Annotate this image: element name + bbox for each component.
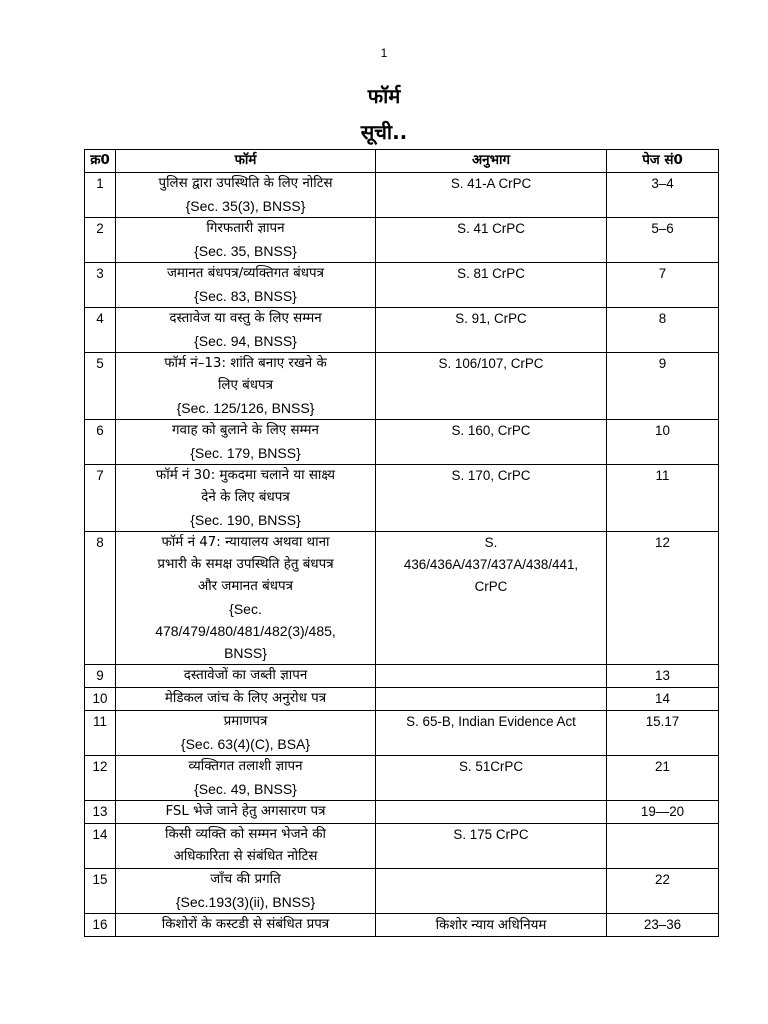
crpc-section-line: CrPC bbox=[474, 579, 508, 594]
form-name bbox=[116, 532, 376, 665]
form-name-line: गिरफतारी ज्ञापन bbox=[206, 221, 285, 236]
page-title: फॉर्म bbox=[367, 84, 401, 108]
table-row bbox=[85, 688, 719, 711]
form-name-line: लिए बंधपत्र bbox=[217, 378, 274, 393]
form-name bbox=[116, 308, 376, 353]
page-number-cell: 21 bbox=[607, 756, 719, 801]
table-row bbox=[85, 263, 719, 308]
table-row bbox=[85, 824, 719, 869]
page-number: 1 bbox=[380, 46, 388, 60]
form-name bbox=[116, 465, 376, 532]
bnss-reference: {Sec. bbox=[229, 601, 262, 617]
crpc-section: S. 41 CrPC bbox=[376, 218, 607, 263]
form-name bbox=[116, 173, 376, 218]
serial-number: 5 bbox=[85, 353, 116, 420]
table-row bbox=[85, 914, 719, 937]
form-name bbox=[116, 353, 376, 420]
page-number-cell: 5–6 bbox=[607, 218, 719, 263]
bnss-reference: {Sec. 190, BNSS} bbox=[190, 512, 301, 528]
form-name-line: प्रमाणपत्र bbox=[223, 714, 268, 729]
form-name-line: फॉर्म नं–13: शांति बनाए रखने के bbox=[164, 356, 327, 371]
page-number-cell: 15.17 bbox=[607, 711, 719, 756]
bnss-reference: {Sec.193(3)(ii), BNSS} bbox=[175, 894, 316, 910]
page-number-cell: 14 bbox=[607, 688, 719, 711]
form-name-line: मेडिकल जांच के लिए अनुरोध पत्र bbox=[164, 691, 327, 706]
header-form: फॉर्म bbox=[116, 150, 376, 173]
crpc-section: S. 65-B, Indian Evidence Act bbox=[376, 711, 607, 756]
serial-number: 6 bbox=[85, 420, 116, 465]
form-name-line: किसी व्यक्ति को सम्मन भेजने की bbox=[165, 827, 326, 842]
serial-number: 1 bbox=[85, 173, 116, 218]
page-subtitle: सूची.. bbox=[360, 120, 408, 144]
crpc-section: S. 41-A CrPC bbox=[376, 173, 607, 218]
page-number-cell: 19—20 bbox=[607, 801, 719, 824]
bnss-reference: BNSS} bbox=[224, 645, 267, 661]
crpc-section-line: S. bbox=[484, 535, 498, 550]
serial-number: 10 bbox=[85, 688, 116, 711]
page-number-cell bbox=[607, 824, 719, 869]
serial-number: 3 bbox=[85, 263, 116, 308]
form-name bbox=[116, 824, 376, 869]
table-row bbox=[85, 665, 719, 688]
crpc-section: S. 51CrPC bbox=[376, 756, 607, 801]
crpc-section bbox=[376, 801, 607, 824]
serial-number: 2 bbox=[85, 218, 116, 263]
table-row bbox=[85, 711, 719, 756]
page-number-cell: 8 bbox=[607, 308, 719, 353]
form-name bbox=[116, 688, 376, 711]
form-name-line: फॉर्म नं 47: न्यायालय अथवा थाना bbox=[161, 535, 330, 550]
form-name-line: दस्तावेज या वस्तु के लिए सम्मन bbox=[169, 311, 322, 326]
crpc-section bbox=[376, 532, 607, 665]
page-number-cell: 9 bbox=[607, 353, 719, 420]
bnss-reference: {Sec. 49, BNSS} bbox=[194, 781, 297, 797]
crpc-section bbox=[376, 665, 607, 688]
crpc-section: S. 170, CrPC bbox=[376, 465, 607, 532]
form-name-line: FSL भेजे जाने हेतु अगसारण पत्र bbox=[165, 804, 326, 819]
serial-number: 4 bbox=[85, 308, 116, 353]
table-row bbox=[85, 465, 719, 532]
form-name bbox=[116, 756, 376, 801]
crpc-section: किशोर न्याय अधिनियम bbox=[376, 914, 607, 937]
table-row bbox=[85, 532, 719, 665]
bnss-reference: {Sec. 94, BNSS} bbox=[194, 333, 297, 349]
header-page: पेज सं0 bbox=[607, 150, 719, 173]
bnss-reference: {Sec. 179, BNSS} bbox=[190, 445, 301, 461]
crpc-section bbox=[376, 688, 607, 711]
table-body bbox=[85, 173, 719, 937]
crpc-section: S. 175 CrPC bbox=[376, 824, 607, 869]
page-number-cell: 10 bbox=[607, 420, 719, 465]
serial-number: 14 bbox=[85, 824, 116, 869]
bnss-reference: {Sec. 125/126, BNSS} bbox=[176, 400, 315, 416]
form-name-line: दस्तावेजों का जब्ती ज्ञापन bbox=[183, 668, 308, 683]
bnss-reference: 478/479/480/481/482(3)/485, bbox=[155, 623, 336, 639]
form-name-line: जाँच की प्रगति bbox=[210, 872, 281, 887]
table-row bbox=[85, 420, 719, 465]
form-name bbox=[116, 665, 376, 688]
form-name-line: अधिकारिता से संबंधित नोटिस bbox=[173, 849, 318, 864]
form-name-line: देने के लिए बंधपत्र bbox=[201, 490, 290, 505]
page-number-cell: 12 bbox=[607, 532, 719, 665]
table-row bbox=[85, 869, 719, 914]
table-row bbox=[85, 353, 719, 420]
crpc-section: S. 91, CrPC bbox=[376, 308, 607, 353]
form-name bbox=[116, 869, 376, 914]
form-name-line: व्यक्तिगत तलाशी ज्ञापन bbox=[188, 759, 303, 774]
table-header-row bbox=[85, 150, 719, 173]
form-name-line: पुलिस द्वारा उपस्थिति के लिए नोटिस bbox=[158, 176, 333, 191]
table-row bbox=[85, 173, 719, 218]
form-name-line: किशोरों के कस्टडी से संबंधित प्रपत्र bbox=[161, 917, 330, 932]
serial-number: 8 bbox=[85, 532, 116, 665]
form-name bbox=[116, 420, 376, 465]
page-number-cell: 3–4 bbox=[607, 173, 719, 218]
bnss-reference: {Sec. 63(4)(C), BSA} bbox=[180, 736, 311, 752]
crpc-section: S. 160, CrPC bbox=[376, 420, 607, 465]
table-row bbox=[85, 308, 719, 353]
table-row bbox=[85, 756, 719, 801]
serial-number: 7 bbox=[85, 465, 116, 532]
page-number-cell: 23–36 bbox=[607, 914, 719, 937]
bnss-reference: {Sec. 83, BNSS} bbox=[194, 288, 297, 304]
form-name bbox=[116, 801, 376, 824]
form-name bbox=[116, 263, 376, 308]
table-row bbox=[85, 218, 719, 263]
form-name-line: जमानत बंधपत्र/व्यक्तिगत बंधपत्र bbox=[166, 266, 325, 281]
bnss-reference: {Sec. 35, BNSS} bbox=[194, 243, 297, 259]
form-name-line: गवाह को बुलाने के लिए सम्मन bbox=[172, 423, 319, 438]
header-serial: क्र0 bbox=[85, 150, 116, 173]
forms-index-table bbox=[84, 149, 719, 937]
crpc-section: S. 81 CrPC bbox=[376, 263, 607, 308]
form-name bbox=[116, 914, 376, 937]
serial-number: 9 bbox=[85, 665, 116, 688]
form-name-line: फॉर्म नं 30: मुकदमा चलाने या साक्ष्य bbox=[155, 468, 336, 483]
serial-number: 11 bbox=[85, 711, 116, 756]
form-name bbox=[116, 711, 376, 756]
serial-number: 16 bbox=[85, 914, 116, 937]
table-row bbox=[85, 801, 719, 824]
serial-number: 13 bbox=[85, 801, 116, 824]
page-number-cell: 7 bbox=[607, 263, 719, 308]
serial-number: 15 bbox=[85, 869, 116, 914]
crpc-section-line: 436/436A/437/437A/438/441, bbox=[403, 557, 579, 572]
serial-number: 12 bbox=[85, 756, 116, 801]
page-number-cell: 11 bbox=[607, 465, 719, 532]
header-section: अनुभाग bbox=[376, 150, 607, 173]
page-number-cell: 13 bbox=[607, 665, 719, 688]
form-name bbox=[116, 218, 376, 263]
crpc-section bbox=[376, 869, 607, 914]
page-number-cell: 22 bbox=[607, 869, 719, 914]
bnss-reference: {Sec. 35(3), BNSS} bbox=[185, 198, 306, 214]
form-name-line: प्रभारी के समक्ष उपस्थिति हेतु बंधपत्र bbox=[157, 557, 334, 572]
crpc-section: S. 106/107, CrPC bbox=[376, 353, 607, 420]
form-name-line: और जमानत बंधपत्र bbox=[197, 579, 294, 594]
